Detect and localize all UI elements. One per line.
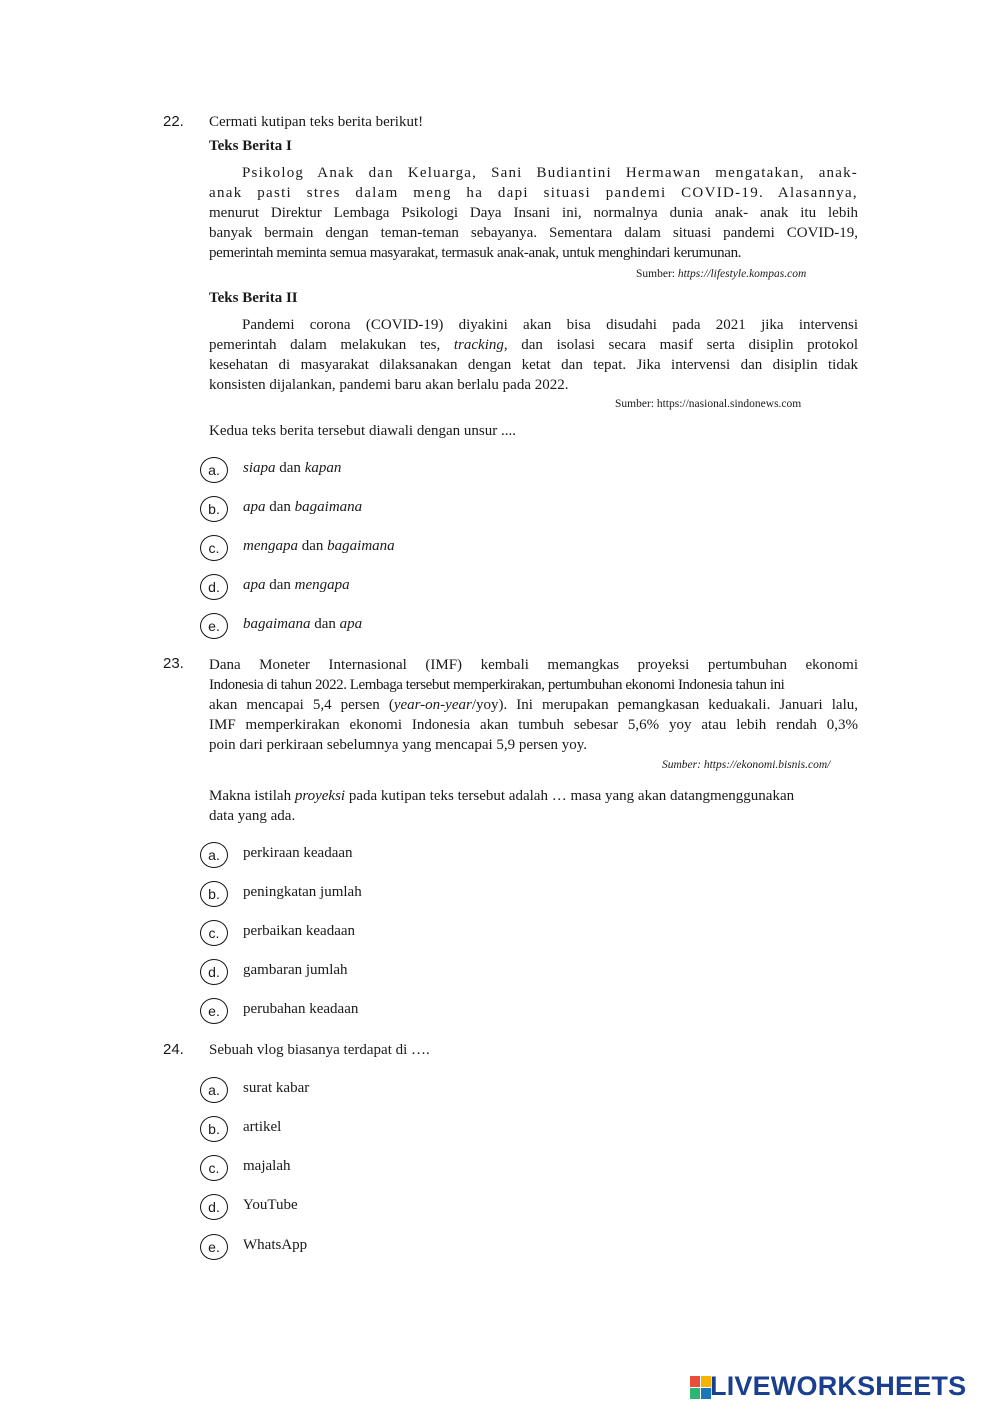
option-label: apa dan mengapa	[243, 577, 350, 593]
question-text: Kedua teks berita tersebut diawali dengan unsur ....	[209, 423, 516, 439]
option-label: artikel	[243, 1119, 282, 1135]
option-label: siapa dan kapan	[243, 460, 342, 476]
option-radio[interactable]: a.	[200, 1077, 228, 1103]
option-radio[interactable]: b.	[200, 881, 228, 907]
option-label: perubahan keadaan	[243, 1001, 359, 1017]
option-label: peningkatan jumlah	[243, 884, 362, 900]
option-a[interactable]	[200, 842, 700, 870]
option-c[interactable]	[200, 1155, 700, 1183]
option-radio[interactable]: d.	[200, 1194, 228, 1220]
logo-text: LIVEWORKSHEETS	[710, 1371, 967, 1401]
question-text: Sebuah vlog biasanya terdapat di ….	[209, 1042, 430, 1058]
option-a[interactable]	[200, 457, 700, 485]
text-title-1: Teks Berita I	[209, 138, 292, 154]
option-radio[interactable]: d.	[200, 574, 228, 600]
option-d[interactable]	[200, 959, 700, 987]
option-radio[interactable]: d.	[200, 959, 228, 985]
option-radio[interactable]: a.	[200, 842, 228, 868]
question-number: 23.	[163, 655, 184, 672]
question-number: 24.	[163, 1041, 184, 1058]
option-label: WhatsApp	[243, 1237, 308, 1253]
source-3: Sumber: https://ekonomi.bisnis.com/	[662, 759, 831, 771]
option-radio[interactable]: c.	[200, 1155, 228, 1181]
option-b[interactable]	[200, 881, 700, 909]
option-label: perbaikan keadaan	[243, 923, 356, 939]
question-text: Makna istilah proyeksi pada kutipan teks tersebut adalah … masa yang akan datangmenggunakan data yang ada.	[209, 788, 795, 824]
option-c[interactable]	[200, 920, 700, 948]
question-number: 22.	[163, 113, 184, 130]
option-e[interactable]	[200, 998, 700, 1026]
option-e[interactable]	[200, 613, 700, 641]
news-text-2: Pandemi corona (COVID-19) diyakini akan bisa disudahi pada 2021 jika intervensi pemerintah dalam melakukan tes, tracking, dan isolasi secara masif serta disiplin protokol kesehatan di masyarakat dilaksanakan dengan ketat dan tepat. Jika intervensi dan disiplin tidak konsisten dijalankan, pandemi baru akan berlalu pada 2022.	[209, 317, 859, 393]
option-label: gambaran jumlah	[243, 962, 348, 978]
option-radio[interactable]: e.	[200, 1234, 228, 1260]
liveworksheets-logo[interactable]	[690, 1372, 990, 1406]
source-1: Sumber: https://lifestyle.kompas.com	[636, 268, 807, 280]
option-radio[interactable]: a.	[200, 457, 228, 483]
option-label: perkiraan keadaan	[243, 845, 353, 861]
option-d[interactable]	[200, 1194, 700, 1222]
option-radio[interactable]: e.	[200, 613, 228, 639]
option-b[interactable]	[200, 496, 700, 524]
option-label: mengapa dan bagaimana	[243, 538, 395, 554]
option-label: bagaimana dan apa	[243, 616, 363, 632]
option-radio[interactable]: b.	[200, 1116, 228, 1142]
news-text-1: Psikolog Anak dan Keluarga, Sani Budiantini Hermawan mengatakan, anak- anak pasti stres dalam meng ha dapi situasi pandemi COVID-19. Alasannya, menurut Direktur Lembaga Psikologi Daya Insani ini, normalnya dunia anak- anak itu lebih banyak bermain dengan teman-teman sebayanya. Sementara dalam situasi pandemi COVID-19, pemerintah meminta semua masyarakat, termasuk anak-anak, untuk menghindari kerumunan.	[209, 165, 858, 261]
option-b[interactable]	[200, 1116, 700, 1144]
option-radio[interactable]: c.	[200, 535, 228, 561]
option-label: apa dan bagaimana	[243, 499, 363, 515]
option-e[interactable]	[200, 1234, 700, 1262]
option-a[interactable]	[200, 1077, 700, 1105]
live-icon	[690, 1376, 712, 1400]
option-radio[interactable]: e.	[200, 998, 228, 1024]
option-c[interactable]	[200, 535, 700, 563]
option-radio[interactable]: c.	[200, 920, 228, 946]
option-label: surat kabar	[243, 1080, 310, 1096]
question-intro: Cermati kutipan teks berita berikut!	[209, 114, 424, 130]
option-label: YouTube	[243, 1197, 298, 1213]
news-text-3: Dana Moneter Internasional (IMF) kembali memangkas proyeksi pertumbuhan ekonomi Indonesia di tahun 2022. Lembaga tersebut memperkirakan, pertumbuhan ekonomi Indonesia tahun ini akan mencapai 5,4 persen (year-on-year/yoy). Ini merupakan pemangkasan keduakali. Januari lalu, IMF memperkirakan ekonomi Indonesia akan tumbuh sebesar 5,6% yoy atau lebih rendah 0,3% poin dari perkiraan sebelumnya yang mencapai 5,9 persen yoy.	[209, 657, 858, 753]
text-title-2: Teks Berita II	[209, 290, 298, 306]
option-label: majalah	[243, 1158, 291, 1174]
option-radio[interactable]: b.	[200, 496, 228, 522]
source-1-link[interactable]: https://lifestyle.kompas.com	[677, 268, 807, 280]
source-2: Sumber: https://nasional.sindonews.com	[615, 398, 802, 410]
option-d[interactable]	[200, 574, 700, 602]
